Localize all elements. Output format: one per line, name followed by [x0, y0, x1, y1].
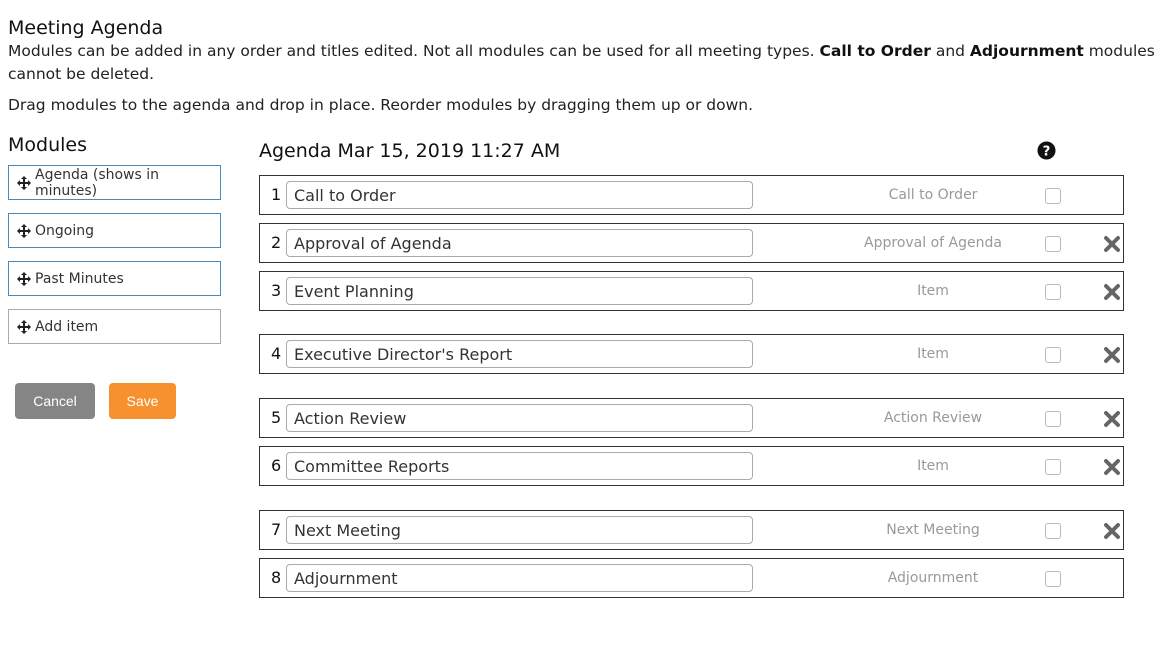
agenda-row-number: 5 — [271, 408, 282, 427]
description-bold-adjournment: Adjournment — [969, 42, 1084, 60]
modules-title: Modules — [8, 134, 87, 156]
agenda-row-number: 8 — [271, 568, 282, 587]
agenda-item-title-input[interactable] — [286, 564, 753, 592]
agenda-item-checkbox[interactable] — [1045, 188, 1061, 204]
module-add-item[interactable] — [8, 309, 221, 344]
agenda-item-type: Call to Order — [888, 187, 978, 203]
module-label: Agenda (shows in minutes) — [35, 166, 160, 199]
agenda-item-title-input[interactable] — [286, 404, 753, 432]
move-icon — [17, 320, 31, 334]
agenda-item-type: Item — [917, 283, 949, 299]
agenda-title: Agenda Mar 15, 2019 11:27 AM — [259, 140, 561, 162]
delete-icon[interactable] — [1103, 522, 1121, 540]
delete-icon[interactable] — [1103, 283, 1121, 301]
agenda-item-checkbox[interactable] — [1045, 236, 1061, 252]
delete-icon[interactable] — [1103, 410, 1121, 428]
agenda-item-title-input[interactable] — [286, 340, 753, 368]
module-ongoing[interactable] — [8, 213, 221, 248]
move-icon — [17, 224, 31, 238]
agenda-item-type: Approval of Agenda — [864, 235, 1002, 251]
module-label: Past Minutes — [35, 270, 124, 287]
module-label: Ongoing — [35, 222, 94, 239]
agenda-item-title-input[interactable] — [286, 229, 753, 257]
page-title: Meeting Agenda — [8, 17, 164, 39]
agenda-item-type: Item — [917, 346, 949, 362]
agenda-item-checkbox[interactable] — [1045, 347, 1061, 363]
agenda-row[interactable] — [259, 446, 1124, 486]
agenda-row[interactable] — [259, 398, 1124, 438]
svg-text:?: ? — [1042, 144, 1051, 160]
agenda-item-checkbox[interactable] — [1045, 571, 1061, 587]
description-text-1: Modules can be added in any order and titles edited. Not all modules can be used for all meeting types. — [8, 42, 820, 60]
agenda-row[interactable] — [259, 223, 1124, 263]
agenda-row[interactable] — [259, 558, 1124, 598]
module-past-minutes[interactable] — [8, 261, 221, 296]
page-description — [8, 40, 1158, 86]
agenda-row-number: 6 — [271, 456, 282, 475]
description-bold-call-to-order: Call to Order — [819, 42, 931, 60]
agenda-item-title-input[interactable] — [286, 181, 753, 209]
delete-icon[interactable] — [1103, 235, 1121, 253]
description-text-2: and — [930, 42, 970, 60]
delete-icon[interactable] — [1103, 458, 1121, 476]
move-icon — [17, 272, 31, 286]
question-circle-icon[interactable] — [1037, 141, 1056, 160]
agenda-item-checkbox[interactable] — [1045, 284, 1061, 300]
agenda-item-checkbox[interactable] — [1045, 411, 1061, 427]
agenda-row[interactable] — [259, 510, 1124, 550]
module-agenda[interactable] — [8, 165, 221, 200]
description-text-3: modules cannot be deleted. — [8, 42, 1155, 83]
agenda-row-number: 7 — [271, 520, 282, 539]
agenda-item-type: Next Meeting — [886, 522, 980, 538]
module-label: Add item — [35, 318, 99, 335]
agenda-row-number: 3 — [271, 281, 282, 300]
cancel-button[interactable]: Cancel — [15, 383, 95, 419]
agenda-row-number: 1 — [271, 185, 282, 204]
delete-icon[interactable] — [1103, 346, 1121, 364]
agenda-item-title-input[interactable] — [286, 516, 753, 544]
agenda-row-number: 4 — [271, 344, 282, 363]
agenda-item-checkbox[interactable] — [1045, 523, 1061, 539]
agenda-row[interactable] — [259, 271, 1124, 311]
save-button[interactable]: Save — [109, 383, 176, 419]
agenda-item-type: Action Review — [883, 410, 983, 426]
agenda-row[interactable] — [259, 334, 1124, 374]
agenda-item-title-input[interactable] — [286, 277, 753, 305]
agenda-row[interactable] — [259, 175, 1124, 215]
agenda-row-number: 2 — [271, 233, 282, 252]
drag-instructions: Drag modules to the agenda and drop in place. Reorder modules by dragging them up or down. — [8, 96, 754, 114]
move-icon — [17, 176, 31, 190]
agenda-item-type: Item — [917, 458, 949, 474]
agenda-item-title-input[interactable] — [286, 452, 753, 480]
agenda-item-checkbox[interactable] — [1045, 459, 1061, 475]
agenda-item-type: Adjournment — [887, 570, 979, 586]
